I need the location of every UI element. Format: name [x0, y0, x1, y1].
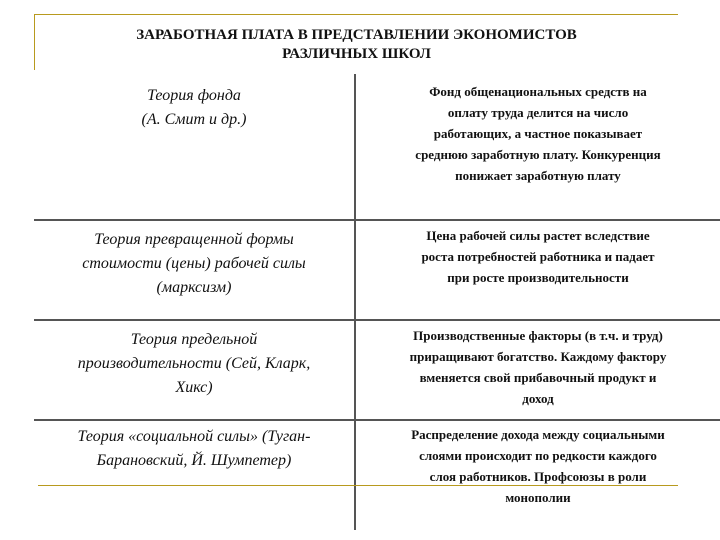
- decorative-rule: [38, 485, 678, 486]
- theory-name-cell: [34, 420, 355, 530]
- theory-name-line: Теория фонда: [147, 87, 241, 104]
- theory-name-cell: [34, 74, 355, 220]
- theory-name-cell: [34, 320, 355, 420]
- theory-name-line: стоимости (цены) рабочей силы: [82, 255, 306, 272]
- theory-description-line: понижает заработную плату: [455, 168, 621, 183]
- theory-name-line: производительности (Сей, Кларк,: [77, 355, 311, 372]
- theory-description-line: работающих, а частное показывает: [433, 126, 643, 141]
- theory-description-line: Распределение дохода между социальными: [411, 427, 665, 442]
- table-row: [34, 74, 720, 220]
- wage-theories-table: [34, 74, 720, 530]
- theory-name-line: (марксизм): [156, 279, 232, 296]
- theory-description-line: Фонд общенациональных средств на: [429, 84, 647, 99]
- theory-name-line: Теория превращенной формы: [94, 231, 294, 248]
- theory-description-line: среднюю заработную плату. Конкуренция: [415, 147, 661, 162]
- theory-name-cell: [34, 220, 355, 320]
- theory-name-line: Хикс): [175, 379, 213, 396]
- theory-description-line: оплату труда делится на число: [447, 105, 629, 120]
- theory-name-line: Барановский, Й. Шумпетер): [96, 452, 292, 469]
- table-row: [34, 220, 720, 320]
- theory-description-cell: [355, 420, 720, 530]
- theory-description-line: слоя работников. Профсоюзы в роли: [429, 469, 647, 484]
- theory-description-cell: [355, 320, 720, 420]
- theory-description-line: слоями происходит по редкости каждого: [419, 448, 657, 463]
- theory-name-line: Теория предельной: [130, 331, 258, 348]
- theory-name-line: Теория «социальной силы» (Туган-: [77, 428, 311, 445]
- table-row: [34, 320, 720, 420]
- title-line-1: ЗАРАБОТНАЯ ПЛАТА В ПРЕДСТАВЛЕНИИ ЭКОНОМИСТОВ: [136, 27, 577, 43]
- theory-description-line: вменяется свой прибавочный продукт и: [419, 370, 657, 385]
- theory-description-line: доход: [522, 391, 554, 406]
- theory-description-cell: [355, 220, 720, 320]
- theory-description-line: роста потребностей работника и падает: [421, 249, 655, 264]
- theory-description-cell: [355, 74, 720, 220]
- title-line-2: РАЗЛИЧНЫХ ШКОЛ: [282, 46, 431, 62]
- theory-description-line: при росте производительности: [447, 270, 629, 285]
- table-row: [34, 420, 720, 530]
- theory-description-line: Цена рабочей силы растет вследствие: [426, 228, 650, 243]
- theory-description-line: монополии: [505, 490, 571, 505]
- slide-title: [34, 14, 678, 70]
- theory-name-line: (А. Смит и др.): [141, 111, 247, 128]
- theory-description-line: Производственные факторы (в т.ч. и труд): [413, 328, 663, 343]
- theory-description-line: приращивают богатство. Каждому фактору: [409, 349, 667, 364]
